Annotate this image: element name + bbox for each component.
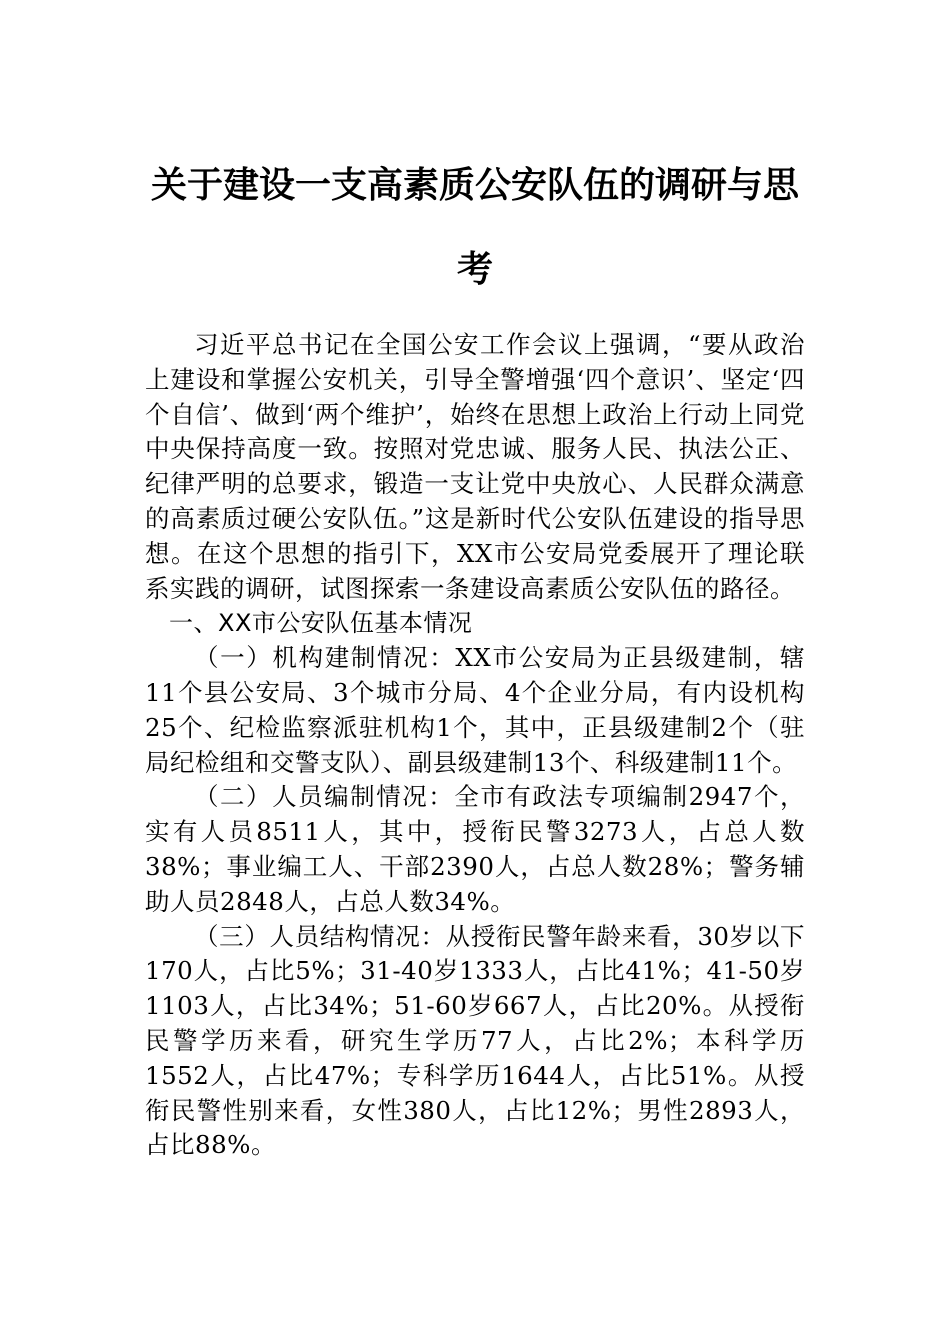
paragraph-label: （三）人员结构情况：: [194, 921, 446, 951]
paragraph-text: 从授衔民警年龄来看，30岁以下170人，占比5%；31-40岁1333人，占比41%；41-50岁1103人，占比34%；51-60岁667人，占比20%。从授衔民警学历来看，研究生学历77人，占比2%；本科学历1552人，占比47%；专科学历1644人，占比51%。从授衔民警性别来看，女性380人，占比12%；男性2893人，占比88%。: [145, 921, 806, 1160]
paragraph-text: XX市公安局为正县级建制，辖11个县公安局、3个城市分局、4个企业分局，有内设机构25个、纪检监察派驻机构1个，其中，正县级建制2个（驻局纪检组和交警支队）、副县级建制13个、科级建制11个。: [145, 643, 806, 777]
paragraph-organization: [145, 641, 805, 780]
paragraph-staffing: [145, 780, 805, 919]
document-title: 关于建设一支高素质公安队伍的调研与思考: [150, 164, 799, 290]
paragraph-label: （二）人员编制情况：: [194, 782, 455, 812]
intro-paragraph: 习近平总书记在全国公安工作会议上强调，“要从政治上建设和掌握公安机关，引导全警增强‘四个意识’、坚定‘四个自信’、做到‘两个维护’，始终在思想上政治上行动上同党中央保持高度一致。按照对党忠诚、服务人民、执法公正、纪律严明的总要求，锻造一支让党中央放心、人民群众满意的高素质过硬公安队伍。”这是新时代公安队伍建设的指导思想。在这个思想的指引下，XX市公安局党委展开了理论联系实践的调研，试图探索一条建设高素质公安队伍的路径。: [145, 330, 805, 603]
section-heading-1: 一、XX市公安队伍基本情况: [169, 609, 473, 638]
paragraph-label: （一）机构建制情况：: [194, 643, 456, 673]
document-body: [145, 328, 805, 1163]
paragraph-structure: [145, 920, 805, 1164]
paragraph-text: 全市有政法专项编制2947个，实有人员8511人，其中，授衔民警3273人，占总人数38%；事业编工人、干部2390人，占总人数28%；警务辅助人员2848人，占总人数34%。: [145, 782, 805, 916]
